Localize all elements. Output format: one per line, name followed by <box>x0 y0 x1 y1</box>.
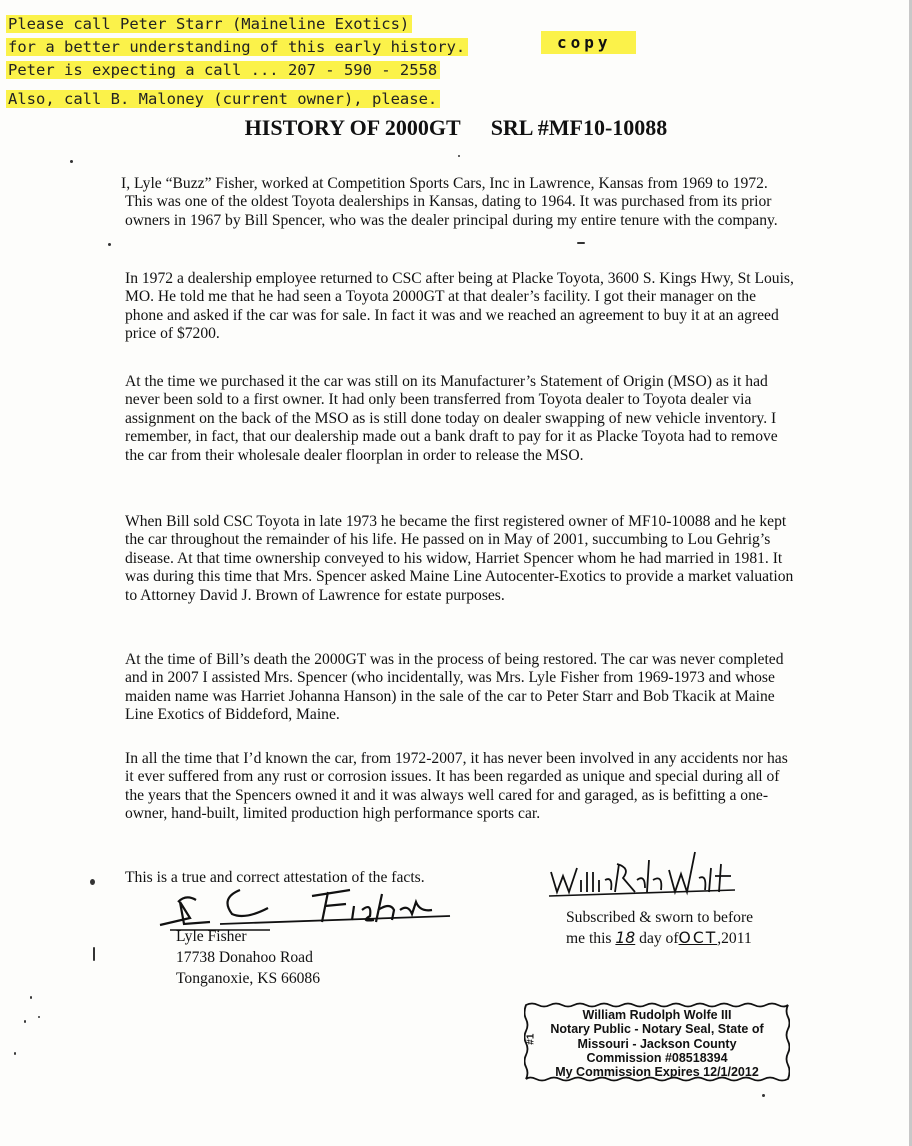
stamp-line-1: William Rudolph Wolfe III <box>582 1008 732 1022</box>
stamp-line-4: Commission #08518394 <box>586 1050 728 1065</box>
ink-speck <box>70 160 73 163</box>
title-left: HISTORY OF 2000GT <box>244 115 461 140</box>
stamp-side-mark: #1 <box>525 1033 537 1045</box>
notary-subscribed: Subscribed & sworn to before <box>566 909 754 926</box>
ink-speck <box>762 1094 765 1097</box>
note-line-4: Also, call B. Maloney (current owner), please. <box>6 89 440 109</box>
paragraph-5: At the time of Bill’s death the 2000GT was in the process of being restored. The car was never completed and in 2007 I assisted Mrs. Spencer (who incidentally, was Mrs. Lyle Fisher from 1969-1973 and whose maiden name was Harriet Johanna Hanson) in the sale of the car to Peter Starr and Bob Tkacik at Maine Line Exotics of Biddeford, Maine. <box>125 651 784 724</box>
paragraph-6: In all the time that I’d known the car, from 1972-2007, it has never been involved in any accidents nor has it ever suffered from any rust or corrosion issues. It has been regarded as unique and special during all of the years that the Spencers owned it and it was always well cared for and garaged, as is befitting a one-owner, hand-built, limited production high performance sports car. <box>125 750 788 823</box>
signer-address-1: 17738 Donahoo Road <box>176 949 313 966</box>
ink-speck <box>458 155 460 157</box>
ink-speck <box>30 996 32 999</box>
notary-month: OCT <box>678 929 718 947</box>
attestation-text: This is a true and correct attestation of the facts. <box>125 869 425 886</box>
notary-stamp <box>524 1002 790 1082</box>
notary-date-line: me this 18 day ofOCT,2011 <box>566 929 752 947</box>
paragraph-4: When Bill sold CSC Toyota in late 1973 he became the first registered owner of MF10-10088 and he kept the car throughout the remainder of his life. He passed on in May of 2001, succumbing to Lou Gehrig’s disease. At that time ownership conveyed to his widow, Harriet Spencer whom he had married in 1981. It was during this time that Mrs. Spencer asked Maine Line Autocenter-Exotics to provide a market valuation to Attorney David J. Brown of Lawrence for estate purposes. <box>125 513 794 604</box>
note-line-3: Peter is expecting a call ... 207 - 590 - 2558 <box>6 60 440 80</box>
paragraph-3: At the time we purchased it the car was still on its Manufacturer’s Statement of Origin (MSO) as it had never been sold to a first owner. It had only been transferred from Toyota dealer to Toyota dealer via assignment on the back of the MSO as is still done today on dealer swapping of new vehicle inventory. I remember, in fact, that our dealership made out a bank draft to pay for it as Placke Toyota had to remove the car from their wholesale dealer floorplan in order to release the MSO. <box>125 373 778 464</box>
note-line-1: Please call Peter Starr (Maineline Exotics) <box>6 14 412 34</box>
paragraph-2: In 1972 a dealership employee returned to CSC after being at Placke Toyota, 3600 S. Kings Hwy, St Louis, MO. He told me that he had seen a Toyota 2000GT at that dealer’s facility. I got their manager on the phone and asked if the car was for sale. In fact it was and we reached an agreement to buy it at an agreed price of $7200. <box>125 270 794 343</box>
notary-year: ,2011 <box>717 930 752 947</box>
stamp-line-3: Missouri - Jackson County <box>577 1036 737 1051</box>
notary-block <box>566 907 753 949</box>
paragraph-1: I, Lyle “Buzz” Fisher, worked at Competition Sports Cars, Inc in Lawrence, Kansas from 1969 to 1972. This was one of the oldest Toyota dealerships in Kansas, dating to 1964. It was purchased from its prior owners in 1967 by Bill Spencer, who was the dealer principal during my entire tenure with the company. <box>121 175 778 229</box>
stamp-line-2: Notary Public - Notary Seal, State of <box>550 1022 764 1037</box>
ink-speck <box>38 1016 40 1018</box>
page-title <box>0 115 912 141</box>
ink-speck <box>93 947 95 961</box>
title-right: SRL #MF10-10088 <box>490 115 668 140</box>
ink-speck <box>24 1020 26 1023</box>
signer-name: Lyle Fisher <box>176 928 247 945</box>
stamp-line-5: My Commission Expires 12/1/2012 <box>555 1065 759 1080</box>
notary-signature <box>545 850 745 905</box>
ink-speck <box>577 242 585 244</box>
note-line-2: for a better understanding of this early history. <box>6 37 468 57</box>
ink-speck <box>14 1052 16 1055</box>
ink-speck <box>108 243 111 246</box>
signer-block <box>176 926 320 989</box>
signer-address-2: Tonganoxie, KS 66086 <box>176 970 321 987</box>
copy-mark: copy <box>541 31 636 54</box>
ink-speck <box>90 879 95 885</box>
notary-day: 18 <box>615 929 636 947</box>
